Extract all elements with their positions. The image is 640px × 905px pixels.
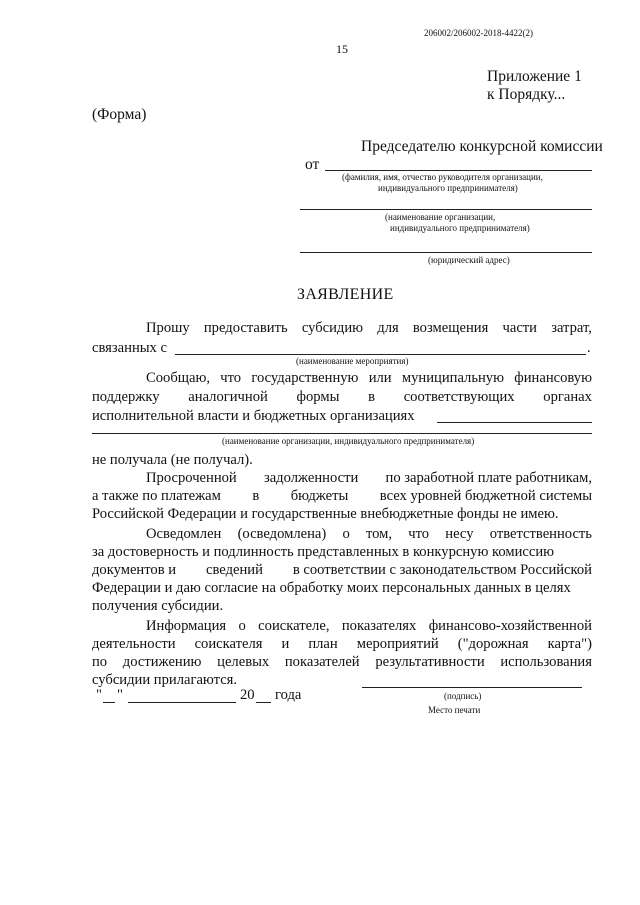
date-year-line[interactable]	[256, 702, 271, 703]
p4-line4: Федерации и даю согласие на обработку моих персональных данных в целях	[92, 580, 571, 596]
caption-event: (наименование мероприятия)	[296, 356, 409, 366]
caption-signature: (подпись)	[444, 691, 482, 701]
p4-line1: Осведомлен (осведомлена) о том, что несу ответственность	[146, 526, 592, 542]
addressee: Председателю конкурсной комиссии	[361, 138, 603, 155]
p2-line2: поддержку аналогичной формы в соответствующих органах	[92, 389, 592, 405]
organization-line[interactable]	[300, 209, 592, 210]
p5-line3: по достижению целевых показателей результативности использования	[92, 654, 592, 670]
p1-line2-prefix: связанных с	[92, 340, 167, 356]
p5-line1: Информация о соискателе, показателях финансово-хозяйственной	[146, 618, 592, 634]
date-year-suffix: года	[275, 687, 302, 703]
form-label: (Форма)	[92, 106, 147, 123]
caption-org-line1: (наименование организации,	[385, 212, 496, 222]
seal-label: Место печати	[428, 705, 481, 715]
event-name-line[interactable]	[175, 354, 586, 355]
date-quote-open: "	[96, 687, 102, 703]
signature-line[interactable]	[362, 687, 582, 688]
caption-applicant-line2: индивидуального предпринимателя)	[378, 183, 518, 193]
document-title: ЗАЯВЛЕНИЕ	[297, 286, 394, 303]
caption-address: (юридический адрес)	[428, 255, 510, 265]
date-day-line[interactable]	[103, 702, 115, 703]
p2-line3: исполнительной власти и бюджетных организациях	[92, 408, 415, 424]
p3-line2: а также по платежам в бюджеты всех уровней бюджетной системы	[92, 488, 592, 504]
caption-org-line2: индивидуального предпринимателя)	[390, 223, 530, 233]
page-number: 15	[336, 42, 348, 56]
organizations-line-2[interactable]	[92, 433, 592, 434]
p1-line1: Прошу предоставить субсидию для возмещения части затрат,	[146, 320, 592, 336]
p1-line2-end: .	[587, 340, 591, 356]
p5-line2: деятельности соискателя и план мероприятий ("дорожная карта")	[92, 636, 592, 652]
p4-line3: документов и сведений в соответствии с законодательством Российской	[92, 562, 592, 578]
p3-line3: Российской Федерации и государственные внебюджетные фонды не имею.	[92, 506, 559, 522]
p4-line2: за достоверность и подлинность представленных в конкурсную комиссию	[92, 544, 555, 560]
appendix-line2: к Порядку...	[487, 86, 566, 103]
document-id: 206002/206002-2018-4422(2)	[424, 28, 533, 38]
date-year-prefix: 20	[240, 687, 255, 703]
date-month-line[interactable]	[128, 702, 236, 703]
date-quote-close: "	[117, 687, 123, 703]
p2-line1: Сообщаю, что государственную или муниципальную финансовую	[146, 370, 592, 386]
p2-line-end: не получала (не получал).	[92, 452, 253, 468]
p3-line1: Просроченной задолженности по заработной плате работникам,	[146, 470, 592, 486]
applicant-name-line[interactable]	[325, 170, 592, 171]
from-label: от	[305, 156, 320, 173]
appendix-line1: Приложение 1	[487, 68, 582, 85]
organizations-line-1[interactable]	[437, 422, 592, 423]
p5-line4: субсидии прилагаются.	[92, 672, 238, 688]
caption-organizations: (наименование организации, индивидуального предпринимателя)	[222, 436, 475, 446]
p4-line5: получения субсидии.	[92, 598, 224, 614]
caption-applicant-line1: (фамилия, имя, отчество руководителя организации,	[342, 172, 543, 182]
address-line[interactable]	[300, 252, 592, 253]
